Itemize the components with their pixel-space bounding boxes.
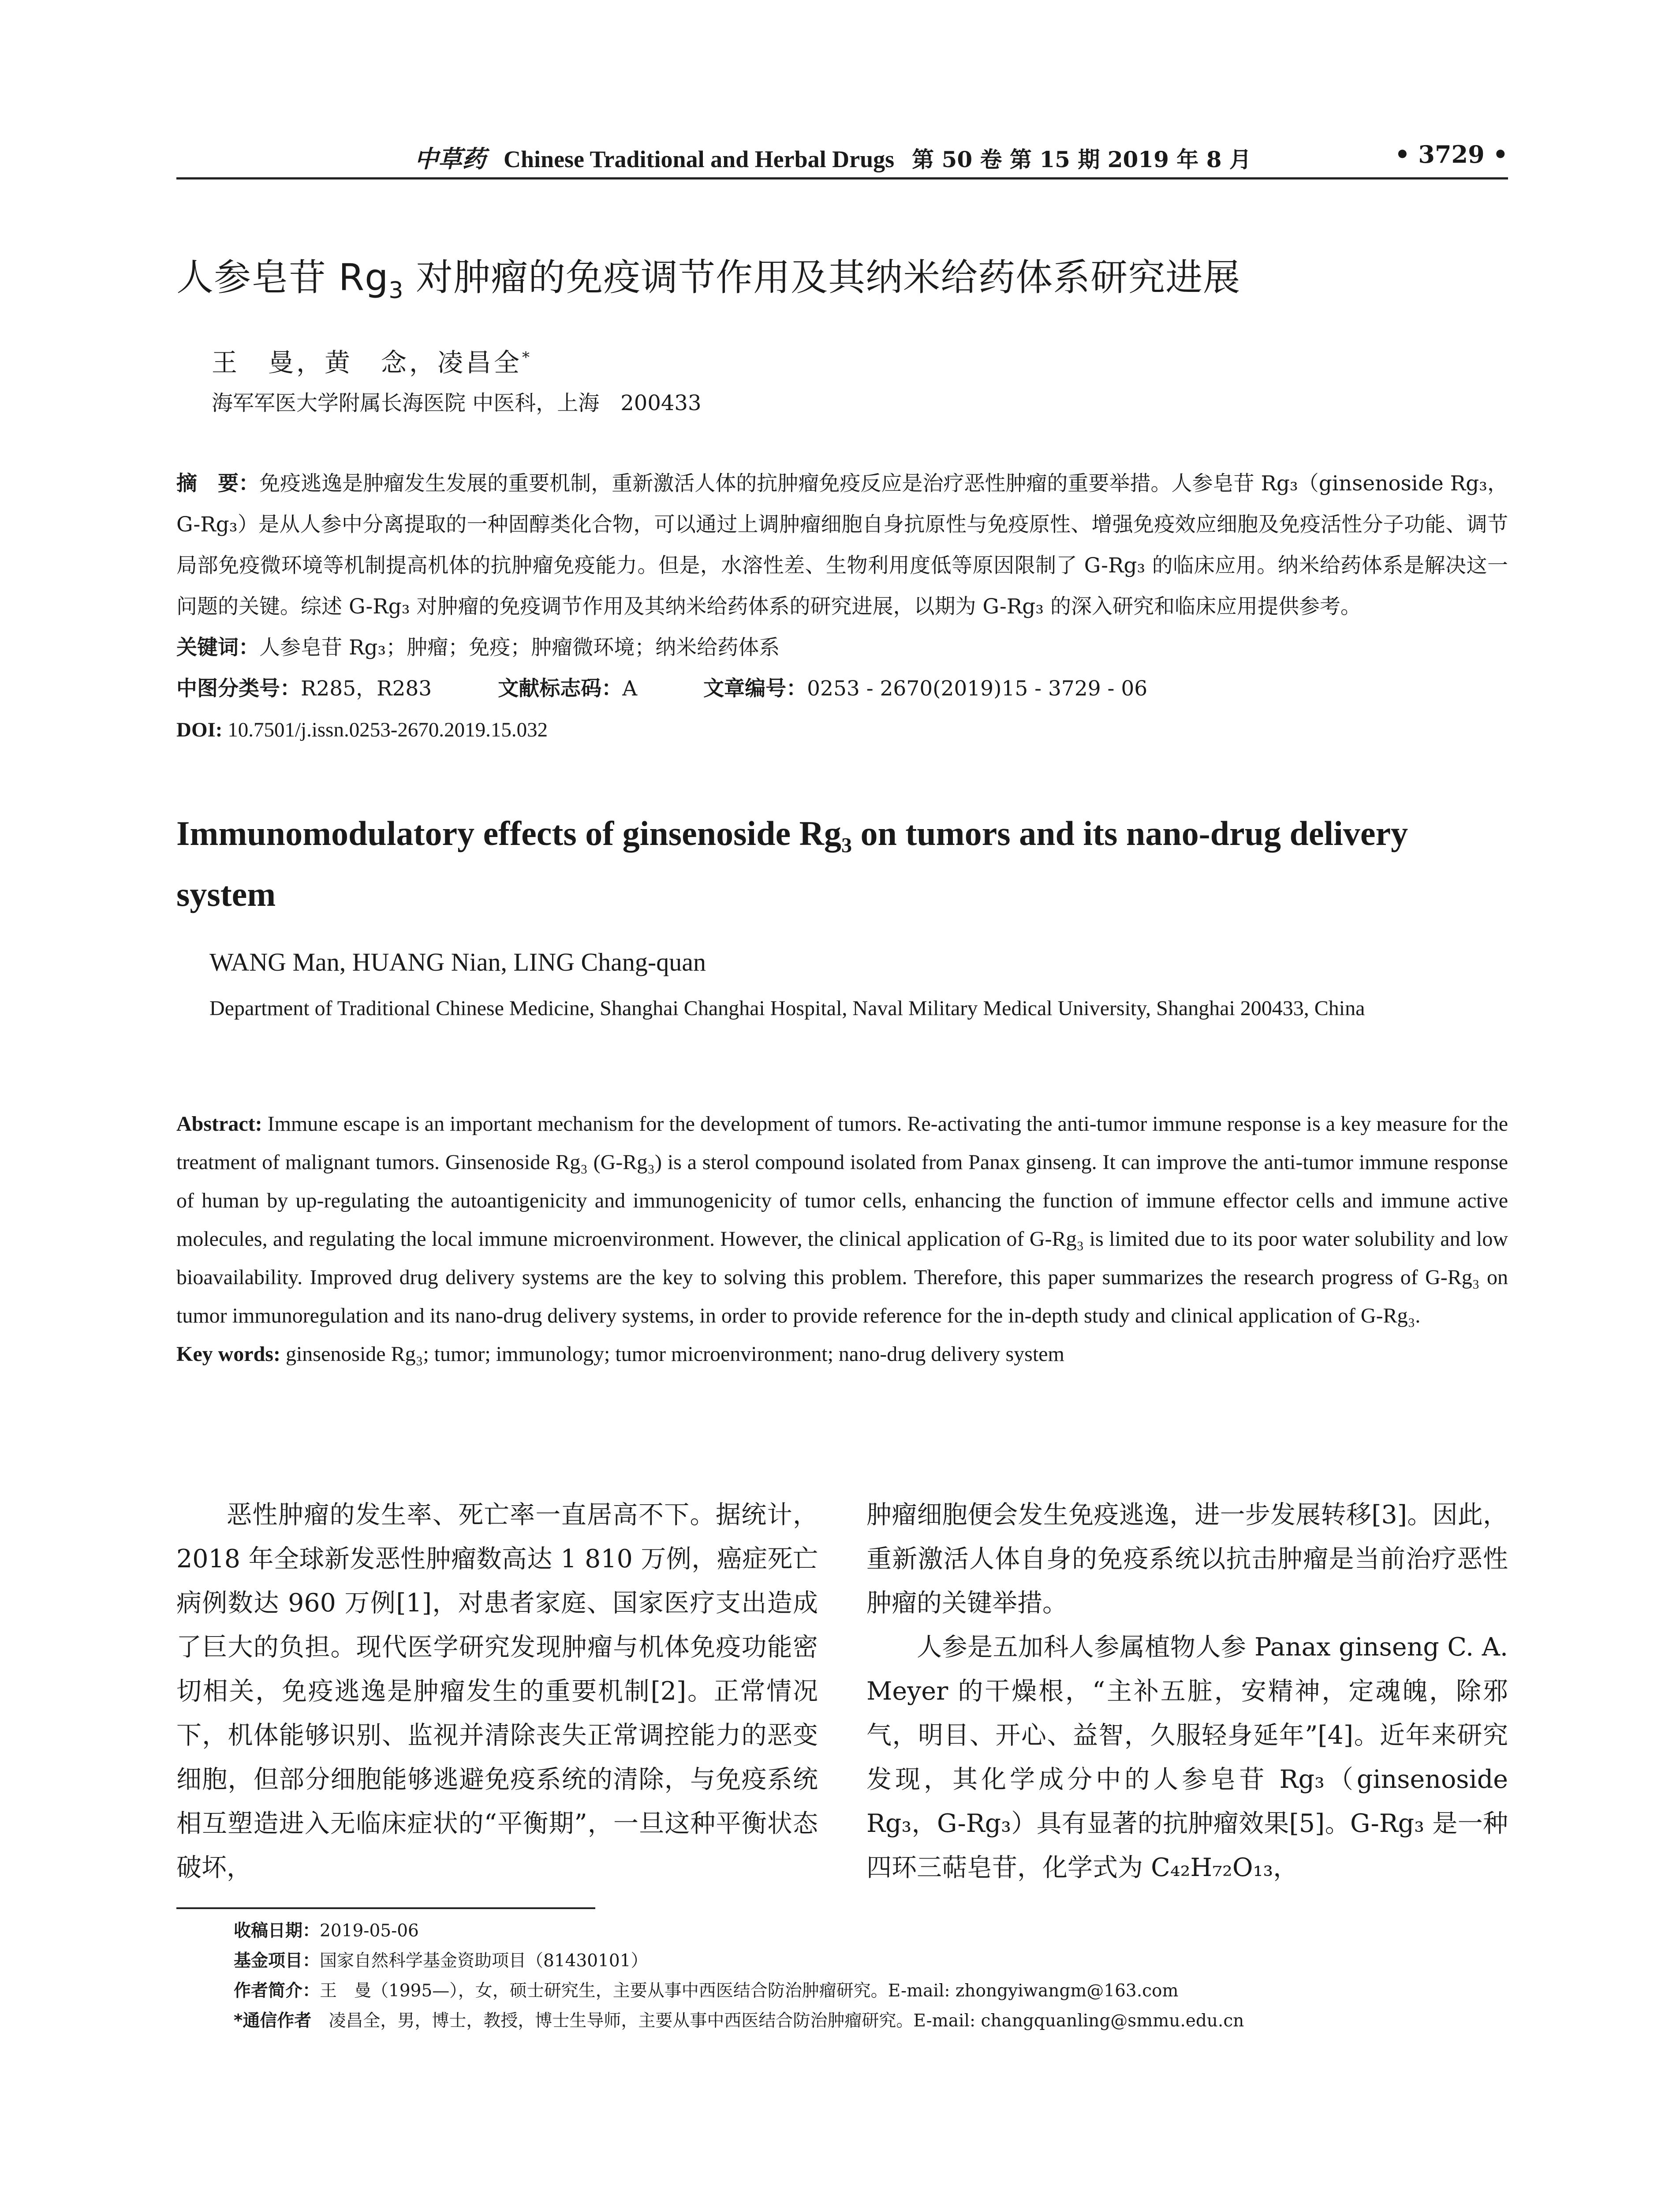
- body-column-right: [866, 1493, 1508, 1890]
- footnotes: [234, 1916, 1508, 2036]
- chinese-title: 人参皂苷 $Rg_3$ 对肿瘤的免疫调节作用及其纳米给药体系研究进展: [176, 256, 1241, 304]
- chinese-abstract-block: [176, 463, 1508, 751]
- chinese-abstract: 摘 要：免疫逃逸是肿瘤发生发展的重要机制，重新激活人体的抗肿瘤免疫反应是治疗恶性肿瘤的重要举措。人参皂苷 Rg₃（ginsenoside Rg₃，G-Rg₃）是从人参中分离提取的一种固醇类化合物，可以通过上调肿瘤细胞自身抗原性与免疫原性、增强免疫效应细胞及免疫活性分子功能、调节局部免疫微环境等机制提高机体的抗肿瘤免疫能力。但是，水溶性差、生物利用度低等原因限制了 G-Rg₃ 的临床应用。纳米给药体系是解决这一问题的关键。综述 G-Rg₃ 对肿瘤的免疫调节作用及其纳米给药体系的研究进展，以期为 G-Rg₃ 的深入研究和临床应用提供参考。: [176, 471, 1508, 619]
- body-paragraph: 恶性肿瘤的发生率、死亡率一直居高不下。据统计，2018 年全球新发恶性肿瘤数高达 1 810 万例，癌症死亡病例数达 960 万例[1]，对患者家庭、国家医疗支出造成了巨大的负担。现代医学研究发现肿瘤与机体免疫功能密切相关，免疫逃逸是肿瘤发生的重要机制[2]。正常情况下，机体能够识别、监视并清除丧失正常调控能力的恶变细胞，但部分细胞能够逃避免疫系统的清除，与免疫系统相互塑造进入无临床症状的“平衡期”，一旦这种平衡状态破坏，: [176, 1500, 818, 1882]
- body-column-left: [176, 1493, 818, 1890]
- running-header: [176, 140, 1508, 176]
- english-abstract: Abstract: Immune escape is an important mechanism for the development of tumors. Re-activating the anti-tumor immune response is a key measure for the treatment of malignant tumors. Ginsenoside Rg₃ (G-Rg₃) is a sterol compound isolated from Panax ginseng. It can improve the anti-tumor immune response of human by up-regulating the autoantigenicity and immunogenicity of tumor cells, enhancing the function of immune effector cells and immune active molecules, and regulating the local immune microenvironment. However, the clinical application of G-Rg₃ is limited due to its poor water solubility and low bioavailability. Improved drug delivery systems are the key to solving this problem. Therefore, this paper summarizes the research progress of G-Rg₃ on tumor immunoregulation and its nano-drug delivery systems, in order to provide reference for the in-depth study and clinical application of G-Rg₃.: [176, 1112, 1508, 1327]
- english-affiliation: Department of Traditional Chinese Medicine, Shanghai Changhai Hospital, Naval Military Medical University, Shanghai 200433, China: [209, 997, 1365, 1020]
- footnote-rule: [176, 1907, 595, 1909]
- journal-name-en: Chinese Traditional and Herbal Drugs: [504, 146, 895, 172]
- fund-info: 基金项目：国家自然科学基金资助项目（81430101）: [234, 1951, 648, 1971]
- received-date: 收稿日期：2019-05-06: [234, 1921, 419, 1941]
- journal-line: [414, 140, 1251, 174]
- header-rule: [176, 177, 1508, 179]
- corresponding-author: *通信作者 凌昌全，男，博士，教授，博士生导师，主要从事中西医结合防治肿瘤研究。E-mail: changquanling@smmu.edu.cn: [234, 2011, 1244, 2031]
- doi-line: DOI: 10.7501/j.issn.0253-2670.2019.15.032: [176, 718, 548, 741]
- corresponding-mark: *: [522, 348, 533, 366]
- volume-issue: 第 50 卷 第 15 期 2019 年 8 月: [912, 146, 1251, 172]
- english-keywords: Key words: ginsenoside Rg₃; tumor; immunology; tumor microenvironment; nano-drug delivery system: [176, 1342, 1064, 1366]
- english-abstract-block: [176, 1105, 1508, 1373]
- chinese-authors: 王 曼，黄 念，凌昌全*: [212, 348, 533, 377]
- author-bio: 作者简介：王 曼（1995—），女，硕士研究生，主要从事中西医结合防治肿瘤研究。E-mail: zhongyiwangm@163.com: [234, 1981, 1179, 2001]
- classification-line: 中图分类号：R285，R283 文献标志码：A 文章编号：0253 - 2670(2019)15 - 3729 - 06: [176, 676, 1148, 701]
- chinese-affiliation: 海军军医大学附属长海医院 中医科，上海 200433: [212, 391, 702, 415]
- page-number: • 3729 •: [1395, 140, 1508, 168]
- journal-name-cn: 中草药: [414, 145, 486, 173]
- english-title: Immunomodulatory effects of ginsenoside $Rg_3$ on tumors and its nano-drug delivery system: [176, 814, 1408, 913]
- english-authors: WANG Man, HUANG Nian, LING Chang-quan: [209, 948, 706, 976]
- body-paragraph: 人参是五加科人参属植物人参 Panax ginseng C. A. Meyer 的干燥根，“主补五脏，安精神，定魂魄，除邪气，明目、开心、益智，久服轻身延年”[4]。近年来研究发现，其化学成分中的人参皂苷 Rg₃（ginsenoside Rg₃，G-Rg₃）具有显著的抗肿瘤效果[5]。G-Rg₃ 是一种四环三萜皂苷，化学式为 C₄₂H₇₂O₁₃，: [866, 1633, 1508, 1882]
- body-paragraph: 肿瘤细胞便会发生免疫逃逸，进一步发展转移[3]。因此，重新激活人体自身的免疫系统以抗击肿瘤是当前治疗恶性肿瘤的关键举措。: [866, 1500, 1508, 1618]
- chinese-keywords: 关键词：人参皂苷 Rg₃；肿瘤；免疫；肿瘤微环境；纳米给药体系: [176, 635, 780, 660]
